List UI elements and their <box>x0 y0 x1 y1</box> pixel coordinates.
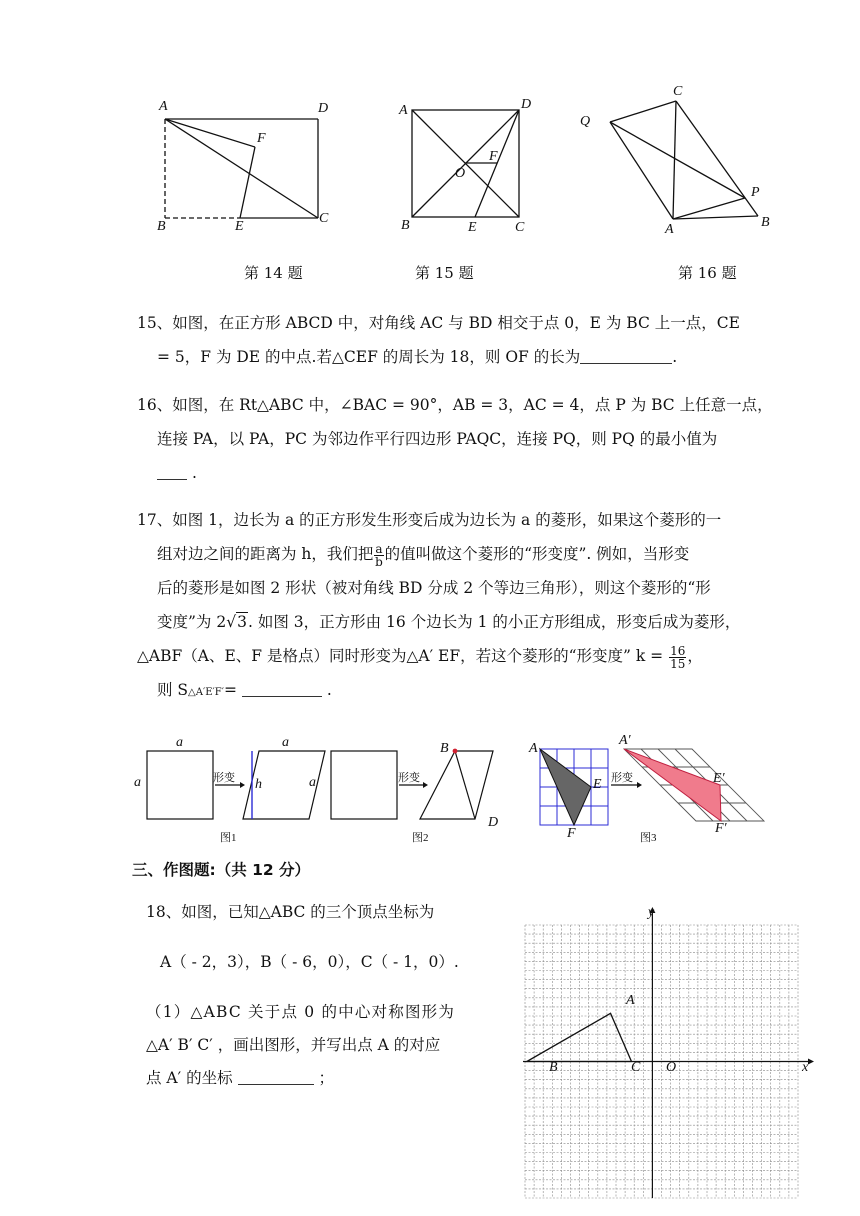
label-a-rhombus-side: a <box>309 775 316 790</box>
label-B: B <box>157 219 166 234</box>
label-E: E <box>468 220 477 235</box>
figure-15 <box>395 95 545 240</box>
label-B: B <box>440 741 449 756</box>
figure-15-drawing <box>395 95 545 240</box>
k-den: 15 <box>670 656 686 671</box>
question-15-line-2 <box>137 340 785 374</box>
q18-text-5b: ； <box>318 1069 334 1087</box>
fig-caption-3: 图3 <box>640 832 657 844</box>
frac-num: a <box>375 541 383 556</box>
question-16-line-3 <box>137 456 785 490</box>
fraction-a-over-b <box>374 543 383 568</box>
label-F-prime: F′ <box>715 821 727 836</box>
k-num: 16 <box>670 643 686 658</box>
label-O: O <box>666 1060 677 1075</box>
sqrt-value: 3 <box>237 613 247 631</box>
arrow-label-3: 形变 <box>611 772 633 784</box>
label-F: F <box>567 826 576 841</box>
figure-16 <box>575 80 785 240</box>
label-E-prime: E′ <box>713 771 725 786</box>
label-D: D <box>318 101 329 116</box>
label-Q: Q <box>580 114 591 129</box>
label-a-rhombus-top: a <box>282 735 289 750</box>
label-O: O <box>455 166 466 181</box>
label-B: B <box>549 1060 558 1075</box>
question-17-line-6 <box>137 673 785 710</box>
axis-y-label: y <box>648 905 655 920</box>
label-F: F <box>489 149 498 164</box>
question-17-line-1: 17、如图 1，边长为 a 的正方形发生形变后成为边长为 a 的菱形，如果这个菱形的一 <box>137 511 722 529</box>
question-15-line-1: 15、如图，在正方形 ABCD 中，对角线 AC 与 BD 相交于点 0，E 为 BC 上一点，CE <box>137 314 740 332</box>
question-15-end: . <box>672 348 678 366</box>
label-a-top: a <box>176 735 183 750</box>
x-axis-arrow <box>808 1059 814 1065</box>
q17-text-4a: 变度”为 2 <box>157 613 227 631</box>
arrow-label-2: 形变 <box>398 772 420 784</box>
q18-text-5a: 点 A′ 的坐标 <box>146 1069 233 1087</box>
section-heading: 三、作图题:（共 12 分） <box>132 861 311 879</box>
question-18-line-2: A（ - 2，3），B（ - 6，0），C（ - 1，0）. <box>160 953 459 971</box>
question-17-line-3: 后的菱形是如图 2 形状（被对角线 BD 分成 2 个等边三角形），则这个菱形的“形 <box>157 579 711 597</box>
question-17-line-4 <box>137 605 785 639</box>
q17-text-2a: 组对边之间的距离为 h，我们把 <box>157 545 374 563</box>
question-15 <box>137 306 785 374</box>
question-16-line-1: 16、如图，在 Rt△ABC 中，∠BAC = 90°，AB = 3，AC = 4，点 P 为 BC 上任意一点， <box>137 396 773 414</box>
label-D: D <box>488 815 499 830</box>
answer-blank-18[interactable] <box>238 1066 314 1085</box>
question-15-text: = 5，F 为 DE 的中点.若△CEF 的周长为 18，则 OF 的长为 <box>157 348 581 366</box>
question-18-line-3: （1）△ABC 关于点 0 的中心对称图形为 <box>146 1003 456 1021</box>
q17-text-4b: . 如图 3，正方形由 16 个边长为 1 的小正方形组成，形变后成为菱形， <box>247 613 741 631</box>
fig-caption-2: 图2 <box>412 832 429 844</box>
question-17-line-5 <box>137 639 785 673</box>
question-17-end: . <box>326 681 332 699</box>
question-17 <box>137 503 785 710</box>
label-F: F <box>257 131 266 146</box>
q17-text-6b: = <box>224 681 238 699</box>
question-18-line-1: 18、如图，已知△ABC 的三个顶点坐标为 <box>146 903 435 921</box>
label-B: B <box>401 218 410 233</box>
q17-text-5b: ， <box>687 647 703 665</box>
label-A: A <box>399 103 408 118</box>
label-A: A <box>626 993 635 1008</box>
question-16-end: . <box>191 464 197 482</box>
q17-text-6a: 则 S <box>157 681 189 699</box>
arrow-label-1: 形变 <box>213 772 235 784</box>
label-C: C <box>515 220 525 235</box>
axis-x-label: x <box>802 1060 809 1075</box>
question-18-line-5 <box>146 1066 506 1088</box>
caption-16: 第 16 题 <box>678 264 737 282</box>
caption-15: 第 15 题 <box>415 264 474 282</box>
label-E: E <box>593 777 602 792</box>
fig-caption-1: 图1 <box>220 832 237 844</box>
figure-14 <box>150 95 350 240</box>
label-A-prime: A′ <box>619 733 631 748</box>
label-A: A <box>665 222 674 237</box>
label-A: A <box>159 99 168 114</box>
question-16 <box>137 388 785 490</box>
label-A: A <box>529 741 538 756</box>
caption-14: 第 14 题 <box>244 264 303 282</box>
figure-17 <box>127 735 777 845</box>
q17-subscript: △A′E′F′ <box>188 687 225 698</box>
label-E: E <box>235 219 244 234</box>
label-C: C <box>631 1060 641 1075</box>
answer-blank-15[interactable] <box>580 345 672 364</box>
question-18-line-4: △A′ B′ C′ ，画出图形，并写出点 A 的对应 <box>146 1036 441 1054</box>
question-17-line-2 <box>137 537 785 571</box>
label-P: P <box>751 185 760 200</box>
sqrt-sign: √ <box>226 613 237 631</box>
frac-den: b <box>375 554 383 569</box>
label-C: C <box>673 84 683 99</box>
fraction-k <box>669 645 686 670</box>
coordinate-grid <box>520 905 820 1205</box>
question-16-line-2: 连接 PA，以 PA，PC 为邻边作平行四边形 PAQC，连接 PQ，则 PQ 的最小值为 <box>157 430 718 448</box>
label-B: B <box>761 215 770 230</box>
label-h: h <box>255 777 262 792</box>
label-C: C <box>319 211 329 226</box>
answer-blank-17[interactable] <box>242 678 322 697</box>
coordinate-grid-drawing <box>520 905 820 1205</box>
q17-text-5a: △ABF（A、E、F 是格点）同时形变为△A′ EF，若这个菱形的“形变度” k = <box>137 647 664 665</box>
figure-16-drawing <box>575 80 785 240</box>
q17-text-2b: 的值叫做这个菱形的“形变度”. 例如，当形变 <box>384 545 690 563</box>
label-a-left: a <box>134 775 141 790</box>
label-D: D <box>521 97 532 112</box>
answer-blank-16[interactable] <box>157 461 187 480</box>
